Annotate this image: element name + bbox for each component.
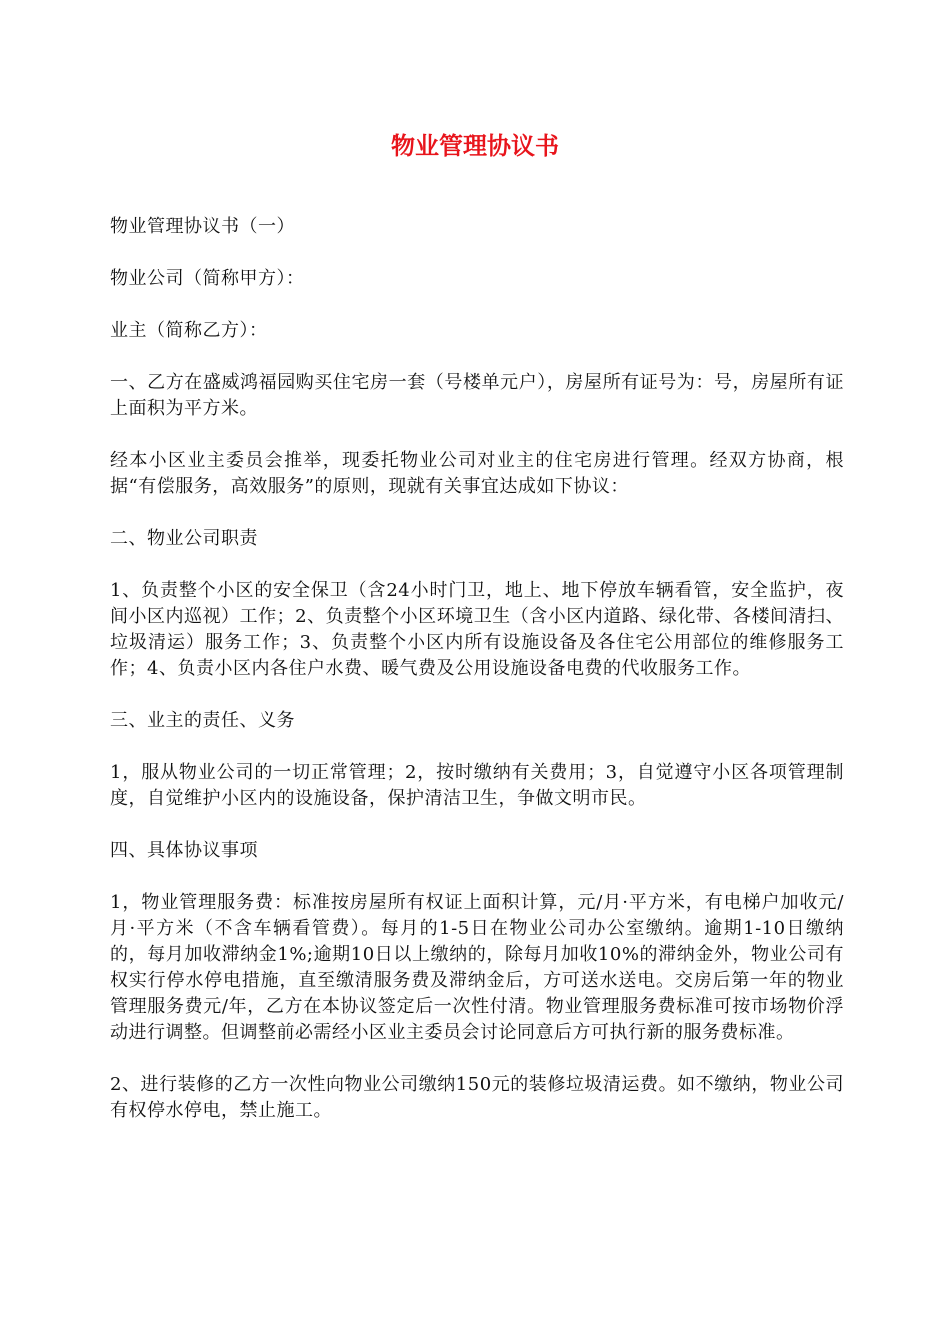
paragraph-entrustment: 经本小区业主委员会推举，现委托物业公司对业主的住宅房进行管理。经双方协商，根据“有偿服务，高效服务”的原则，现就有关事宜达成如下协议： (110, 450, 844, 497)
paragraph-section-1: 一、乙方在盛威鸿福园购买住宅房一套（号楼单元户），房屋所有证号为：号，房屋所有证上面积为平方米。 (110, 372, 844, 419)
document-body (110, 214, 844, 1150)
paragraph-owner-duties: 1，服从物业公司的一切正常管理；2，按时缴纳有关费用；3，自觉遵守小区各项管理制度，自觉维护小区内的设施设备，保护清洁卫生，争做文明市民。 (110, 762, 844, 809)
paragraph-company-duties: 1、负责整个小区的安全保卫（含24小时门卫，地上、地下停放车辆看管，安全监护，夜间小区内巡视）工作；2、负责整个小区环境卫生（含小区内道路、绿化带、各楼间清扫、垃圾清运）服务工作；3、负责整个小区内所有设施设备及各住宅公用部位的维修服务工作；4、负责小区内各住户水费、暖气费及公用设施设备电费的代收服务工作。 (110, 580, 844, 679)
paragraph-party-b: 业主（简称乙方）： (110, 320, 268, 341)
paragraph-service-fee: 1，物业管理服务费：标准按房屋所有权证上面积计算，元/月·平方米，有电梯户加收元/月·平方米（不含车辆看管费）。每月的1-5日在物业公司办公室缴纳。逾期1-10日缴纳的，每月加收滞纳金1%;逾期10日以上缴纳的，除每月加收10%的滞纳金外，物业公司有权实行停水停电措施，直至缴清服务费及滞纳金后，方可送水送电。交房后第一年的物业管理服务费元/年，乙方在本协议签定后一次性付清。物业管理服务费标准可按市场物价浮动进行调整。但调整前必需经小区业主委员会讨论同意后方可执行新的服务费标准。 (110, 892, 844, 1043)
heading-section-2: 二、物业公司职责 (110, 528, 258, 549)
heading-section-3: 三、业主的责任、义务 (110, 710, 295, 731)
paragraph-renovation-fee: 2、进行装修的乙方一次性向物业公司缴纳150元的装修垃圾清运费。如不缴纳，物业公司有权停水停电，禁止施工。 (110, 1074, 844, 1121)
heading-section-4: 四、具体协议事项 (110, 840, 258, 861)
document-title: 物业管理协议书 (391, 132, 559, 160)
paragraph-party-a: 物业公司（简称甲方）： (110, 268, 305, 289)
paragraph-subtitle: 物业管理协议书（一） (110, 216, 295, 237)
